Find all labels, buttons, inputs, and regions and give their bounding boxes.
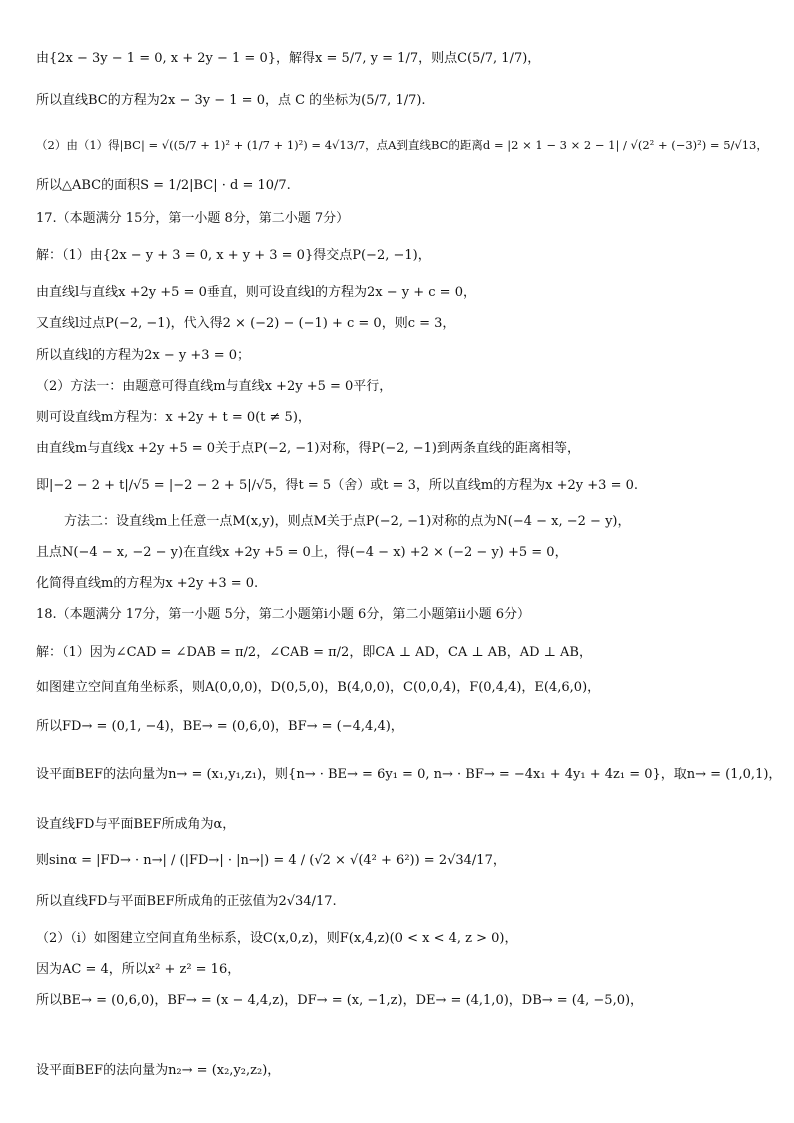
text-line: 解：（1）因为∠CAD = ∠DAB = π/2，∠CAB = π/2，即CA ⊥ AD，CA ⊥ AB，AD ⊥ AB，	[36, 645, 592, 660]
text-line: 设平面BEF的法向量为n→ = (x₁,y₁,z₁)，则{n→ · BE→ = 6y₁ = 0, n→ · BF→ = −4x₁ + 4y₁ + 4z₁ = 0}，取n→ = (1,0,1)，	[36, 767, 782, 782]
text-line: （2）（ⅰ）如图建立空间直角坐标系，设C(x,0,z)，则F(x,4,z)(0 < x < 4, z > 0)，	[36, 931, 518, 946]
text-line: 由直线m与直线x +2y +5 = 0关于点P(−2, −1)对称，得P(−2, −1)到两条直线的距离相等，	[36, 441, 580, 456]
text-line: 且点N(−4 − x, −2 − y)在直线x +2y +5 = 0上，得(−4 − x) +2 × (−2 − y) +5 = 0，	[36, 545, 568, 560]
text-line: 方法二：设直线m上任意一点M(x,y)，则点M关于点P(−2, −1)对称的点为N(−4 − x, −2 − y)，	[64, 514, 631, 529]
text-line: 解：（1）由{2x − y + 3 = 0, x + y + 3 = 0}得交点P(−2, −1)，	[36, 248, 431, 263]
text-line: 设平面BEF的法向量为n₂→ = (x₂,y₂,z₂)，	[36, 1063, 281, 1078]
section-heading: 17.（本题满分 15分，第一小题 8分，第二小题 7分）	[36, 211, 350, 226]
text-line: 如图建立空间直角坐标系，则A(0,0,0)，D(0,5,0)，B(4,0,0)，C(0,0,4)，F(0,4,4)，E(4,6,0)，	[36, 680, 601, 695]
text-line: 设直线FD与平面BEF所成角为α，	[36, 817, 236, 832]
text-line: 即|−2 − 2 + t|/√5 = |−2 − 2 + 5|/√5，得t = 5（舍）或t = 3，所以直线m的方程为x +2y +3 = 0.	[36, 478, 638, 493]
text-line: 化简得直线m的方程为x +2y +3 = 0.	[36, 576, 259, 591]
text-line: （2）由（1）得|BC| = √((5/7 + 1)² + (1/7 + 1)²) = 4√13/7，点A到直线BC的距离d = |2 × 1 − 3 × 2 − 1| / √(2² + (−3)²) = 5/√13，	[36, 138, 768, 152]
text-line: 所以FD→ = (0,1, −4)，BE→ = (0,6,0)，BF→ = (−4,4,4)，	[36, 719, 404, 734]
text-line: 所以直线FD与平面BEF所成角的正弦值为2√34/17.	[36, 894, 337, 909]
text-line: （2）方法一：由题意可得直线m与直线x +2y +5 = 0平行，	[36, 379, 393, 394]
text-line: 由{2x − 3y − 1 = 0, x + 2y − 1 = 0}，解得x = 5/7, y = 1/7，则点C(5/7, 1/7)，	[36, 51, 541, 66]
text-line: 所以△ABC的面积S = 1/2|BC| · d = 10/7.	[36, 178, 291, 193]
text-line: 则可设直线m方程为：x +2y + t = 0(t ≠ 5)，	[36, 410, 311, 425]
text-line: 又直线l过点P(−2, −1)，代入得2 × (−2) − (−1) + c = 0，则c = 3，	[36, 316, 456, 331]
text-line: 所以BE→ = (0,6,0)，BF→ = (x − 4,4,z)，DF→ = (x, −1,z)，DE→ = (4,1,0)，DB→ = (4, −5,0)，	[36, 993, 644, 1008]
text-line: 所以直线l的方程为2x − y +3 = 0；	[36, 348, 250, 363]
text-line: 因为AC = 4，所以x² + z² = 16，	[36, 962, 241, 977]
section-heading: 18.（本题满分 17分，第一小题 5分，第二小题第ⅰ小题 6分，第二小题第ⅱ小题 6分）	[36, 607, 531, 622]
text-line: 所以直线BC的方程为2x − 3y − 1 = 0，点 C 的坐标为(5/7, 1/7).	[36, 93, 426, 108]
text-line: 由直线l与直线x +2y +5 = 0垂直，则可设直线l的方程为2x − y + c = 0，	[36, 285, 476, 300]
text-line: 则sinα = |FD→ · n→| / (|FD→| · |n→|) = 4 / (√2 × √(4² + 6²)) = 2√34/17，	[36, 853, 506, 868]
